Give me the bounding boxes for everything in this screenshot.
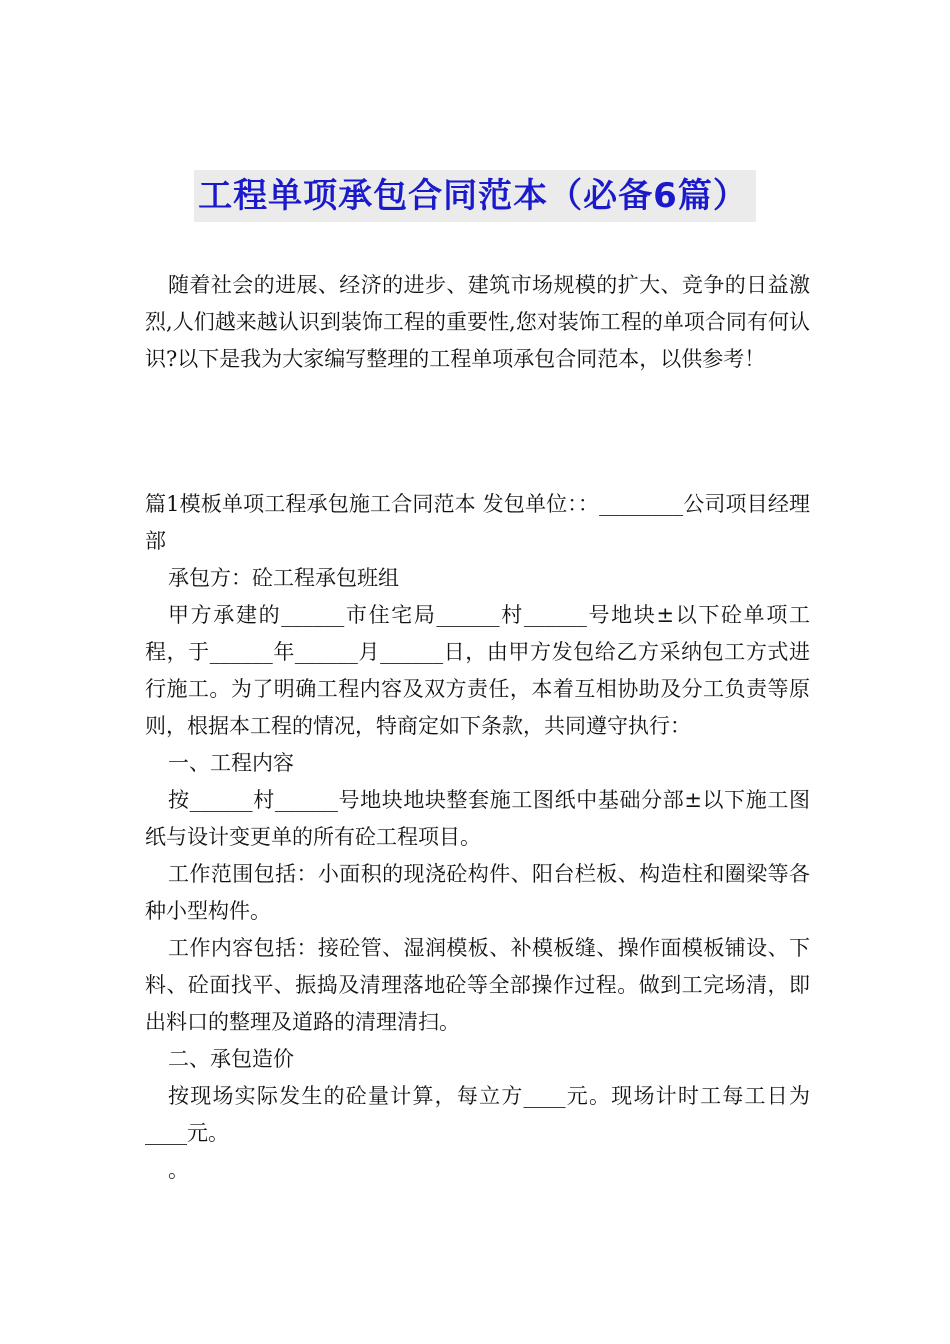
section-heading-scope: 一、工程内容 — [168, 751, 294, 775]
contractor-paragraph: 承包方：砼工程承包班组 — [168, 566, 399, 590]
contract-heading-paragraph: 篇1模板单项工程承包施工合同范本 发包单位：：________公司项目经理部 — [145, 492, 810, 553]
title-container — [0, 170, 950, 222]
document-title: 工程单项承包合同范本（必备6篇） — [194, 170, 756, 222]
preamble-paragraph: 甲方承建的______市住宅局______村______号地块±以下砼单项工程，于______年______月______日，由甲方发包给乙方采纳包工方式进行施工。为了明确工程内容及双方责任，本着互相协助及分工负责等原则，根据本工程的情况，特商定如下条款，共同遵守执行： — [145, 603, 810, 738]
trailing-paragraph: 。 — [168, 1158, 189, 1182]
section-heading-price: 二、承包造价 — [168, 1047, 294, 1071]
intro-paragraph: 随着社会的进展、经济的进步、建筑市场规模的扩大、竞争的日益激烈,人们越来越认识到装饰工程的重要性,您对装饰工程的单项合同有何认识?以下是我为大家编写整理的工程单项承包合同范本，以供参考！ — [145, 273, 810, 371]
intro-section — [145, 267, 810, 378]
work-content-paragraph: 工作内容包括：接砼管、湿润模板、补模板缝、操作面模板铺设、下料、砼面找平、振捣及清理落地砼等全部操作过程。做到工完场清，即出料口的整理及道路的清理清扫。 — [145, 936, 810, 1034]
contract-body — [145, 486, 810, 1189]
work-range-paragraph: 工作范围包括：小面积的现浇砼构件、阳台栏板、构造柱和圈梁等各种小型构件。 — [145, 862, 810, 923]
price-paragraph: 按现场实际发生的砼量计算，每立方____元。现场计时工每工日为____元。 — [145, 1084, 810, 1145]
scope-paragraph: 按______村______号地块地块整套施工图纸中基础分部±以下施工图纸与设计变更单的所有砼工程项目。 — [145, 788, 810, 849]
